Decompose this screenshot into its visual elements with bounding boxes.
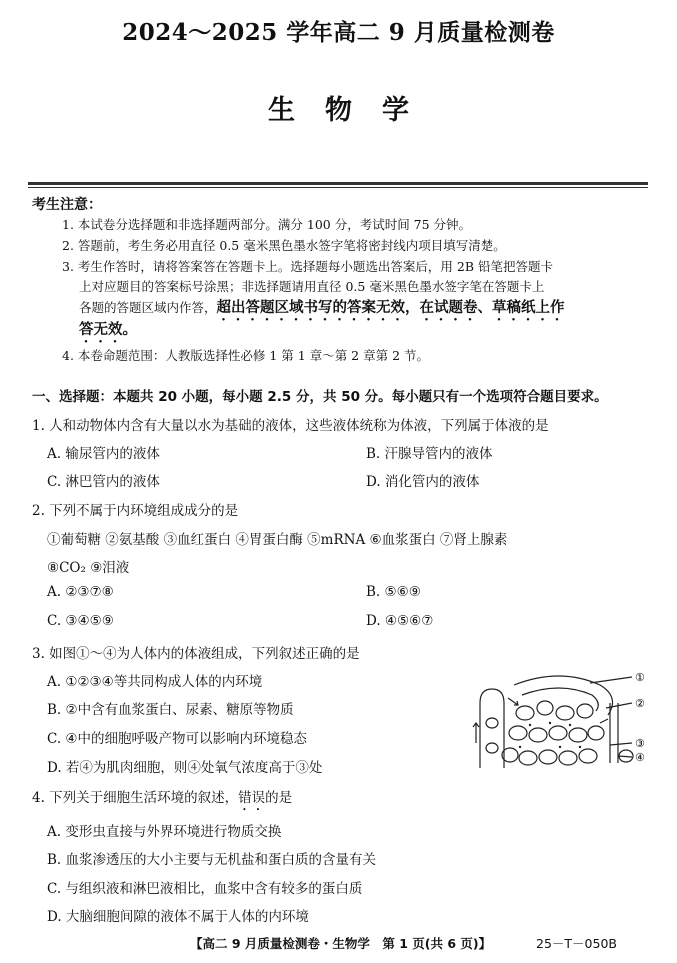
- question-stem: [32, 786, 292, 814]
- notice-item: 4. 本卷命题范围：人教版选择性必修 1 第 1 章～第 2 章第 2 节。: [62, 348, 429, 363]
- option: C. 与组织液和淋巴液相比，血浆中含有较多的蛋白质: [47, 881, 363, 897]
- option: C. 淋巴管内的液体: [47, 474, 160, 490]
- question-items: ⑧CO₂ ⑨泪液: [47, 560, 130, 576]
- option: B. 汗腺导管内的液体: [366, 446, 493, 462]
- question-stem: 1. 人和动物体内含有大量以水为基础的液体，这些液体统称为体液，下列属于体液的是: [32, 418, 549, 434]
- option: D. 消化管内的液体: [366, 474, 480, 490]
- notice-warning: 超出答题区域书写的答案无效，在试题卷、草稿纸上作: [216, 300, 565, 316]
- subject-title: 生物学: [268, 95, 439, 126]
- option: C. ③④⑤⑨: [47, 613, 114, 629]
- option: C. ④中的细胞呼吸产物可以影响内环境稳态: [47, 731, 308, 747]
- exam-title: 2024～2025 学年高二 9 月质量检测卷: [122, 19, 555, 46]
- option: B. 血浆渗透压的大小主要与无机盐和蛋白质的含量有关: [47, 852, 377, 868]
- figure-label: ①: [635, 671, 645, 684]
- body-fluid-figure: [470, 663, 655, 779]
- footer-code: 25－T－050B: [536, 936, 617, 951]
- question-items: ①葡萄糖 ②氨基酸 ③血红蛋白 ④胃蛋白酶 ⑤mRNA ⑥血浆蛋白 ⑦肾上腺素: [47, 532, 508, 548]
- notice-item: 3. 考生作答时，请将答案答在答题卡上。选择题每小题选出答案后，用 2B 铅笔把答题卡: [62, 259, 553, 274]
- divider-rule-thin: [28, 187, 648, 188]
- notice-item: 上对应题目的答案标号涂黑；非选择题请用直径 0.5 毫米黑色墨水签字笔在答题卡上: [79, 279, 545, 294]
- option: D. 大脑细胞间隙的液体不属于人体的内环境: [47, 909, 309, 925]
- notice-item-warning-line: [79, 296, 565, 324]
- option: A. ②③⑦⑧: [47, 584, 114, 600]
- figure-label: ③: [635, 737, 645, 750]
- notice-item: 1. 本试卷分选择题和非选择题两部分。满分 100 分，考试时间 75 分钟。: [62, 217, 472, 232]
- divider-rule: [28, 182, 648, 185]
- section-heading: 一、选择题：本题共 20 小题，每小题 2.5 分，共 50 分。每小题只有一个选项符合题目要求。: [32, 389, 608, 405]
- question-stem: 2. 下列不属于内环境组成成分的是: [32, 503, 239, 519]
- stem-emphasis: 错误: [238, 790, 266, 806]
- notice-heading: 考生注意：: [32, 197, 102, 213]
- option: A. 输尿管内的液体: [47, 446, 160, 462]
- option: D. ④⑤⑥⑦: [366, 613, 434, 629]
- stem-part: 4. 下列关于细胞生活环境的叙述，: [32, 790, 239, 806]
- option: A. 变形虫直接与外界环境进行物质交换: [47, 824, 282, 840]
- stem-part: 的是: [265, 790, 293, 806]
- option: D. 若④为肌肉细胞，则④处氧气浓度高于③处: [47, 760, 323, 776]
- notice-item: 2. 答题前，考生务必用直径 0.5 毫米黑色墨水签字笔将密封线内项目填写清楚。: [62, 238, 506, 253]
- notice-text: 各题的答题区域内作答，: [79, 300, 217, 315]
- option: B. ②中含有血浆蛋白、尿素、糖原等物质: [47, 702, 294, 718]
- figure-label: ②: [635, 697, 645, 710]
- option: B. ⑤⑥⑨: [366, 584, 421, 600]
- figure-label: ④: [635, 751, 645, 764]
- question-stem: 3. 如图①～④为人体内的体液组成，下列叙述正确的是: [32, 646, 360, 662]
- option: A. ①②③④等共同构成人体的内环境: [47, 674, 263, 690]
- notice-warning-end: 答无效。: [79, 322, 137, 338]
- footer-page-info: 【高二 9 月质量检测卷・生物学 第 1 页(共 6 页)】: [190, 936, 492, 951]
